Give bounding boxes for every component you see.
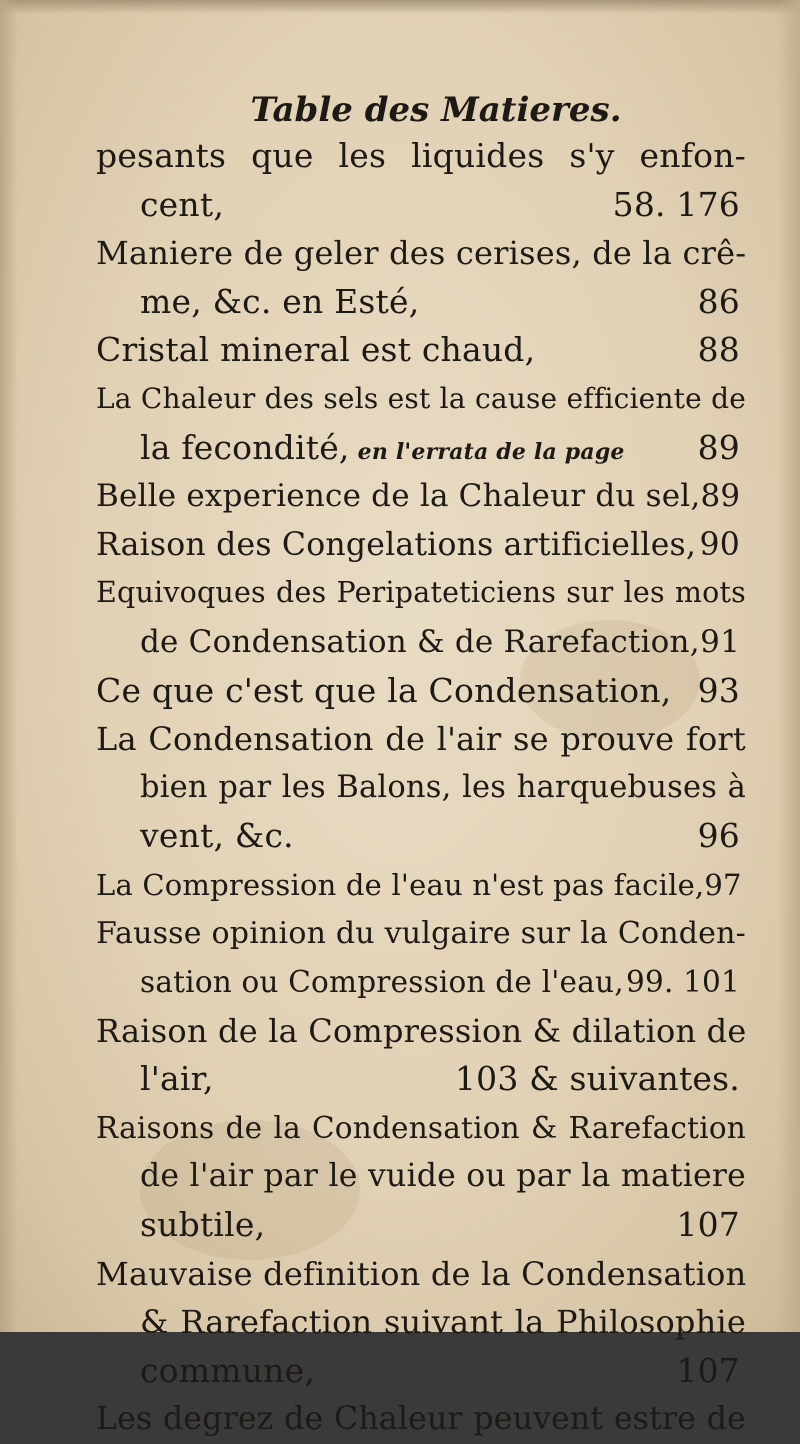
- entry-line: commune, 107: [96, 1347, 746, 1396]
- page-edge-shadow-top: [0, 0, 800, 14]
- entry-line: me, &c. en Esté, 86: [96, 278, 746, 327]
- entry-line: Raisons de la Condensation & Rarefaction: [96, 1110, 746, 1145]
- entry-line: La Condensation de l'air se prouve fort: [96, 720, 746, 759]
- page-reference: 93: [697, 670, 740, 710]
- running-head: Table des Matieres.: [250, 90, 622, 130]
- entry-line: Cristal mineral est chaud, 88: [96, 326, 746, 375]
- entry-line: Ce que c'est que la Condensation, 93: [96, 667, 746, 716]
- entry-line: Maniere de geler des cerises, de la crê-: [96, 234, 747, 273]
- page-edge-shadow-left: [0, 0, 18, 1332]
- page-edge-shadow-right: [778, 0, 800, 1332]
- entry-line: Belle experience de la Chaleur du sel, 89: [96, 472, 746, 521]
- entry-line: Les degrez de Chaleur peuvent estre de: [96, 1401, 746, 1438]
- entry-line: sation ou Compression de l'eau, 99. 101: [96, 958, 746, 1007]
- entry-line: l'air, 103 & suivantes.: [96, 1055, 746, 1104]
- entry-line: Raison des Congelations artificielles, 90: [96, 521, 746, 570]
- page-reference: 103 & suivantes.: [454, 1059, 740, 1099]
- entry-line: subtile, 107: [96, 1201, 746, 1250]
- page-reference: 88: [697, 330, 740, 370]
- entry-line: La Compression de l'eau n'est pas facile,97: [96, 867, 742, 902]
- page-reference: 58. 176: [612, 184, 740, 224]
- page-reference: 97: [704, 867, 742, 902]
- page-reference: 107: [676, 1350, 740, 1390]
- page-reference: 99. 101: [626, 965, 740, 1000]
- page-reference: 91: [700, 623, 740, 660]
- entry-line: Raison de la Compression & dilation de: [96, 1011, 747, 1050]
- entry-line: La Chaleur des sels est la cause efficiente de: [96, 381, 746, 415]
- entry-line: de l'air par le vuide ou par la matiere: [140, 1158, 746, 1195]
- entry-line: Equivoques des Peripateticiens sur les mots: [96, 576, 746, 610]
- page-reference: 96: [697, 816, 740, 856]
- errata-note: en l'errata de la page: [357, 438, 625, 465]
- page-reference: 89: [700, 478, 741, 515]
- entry-line: de Condensation & de Rarefaction, 91: [96, 618, 746, 667]
- entry-line: Mauvaise definition de la Condensation: [96, 1254, 747, 1293]
- entry-line: cent, 58. 176: [96, 181, 746, 230]
- entry-line: la fecondité, en l'errata de la page 89: [96, 424, 746, 473]
- page-reference: 86: [697, 281, 740, 321]
- page-reference: 107: [676, 1205, 740, 1245]
- text-block: [96, 88, 746, 1444]
- entry-line: Fausse opinion du vulgaire sur la Conden-: [96, 915, 746, 951]
- entry-line: bien par les Balons, les harquebuses à: [140, 769, 746, 805]
- entry-line: vent, &c. 96: [96, 812, 746, 861]
- page-reference: 90: [699, 526, 740, 563]
- entry-line: & Rarefaction suivant la Philosophie: [140, 1303, 746, 1342]
- page-reference: 89: [697, 427, 740, 467]
- entry-line: pesants que les liquides s'y enfon-: [96, 136, 746, 175]
